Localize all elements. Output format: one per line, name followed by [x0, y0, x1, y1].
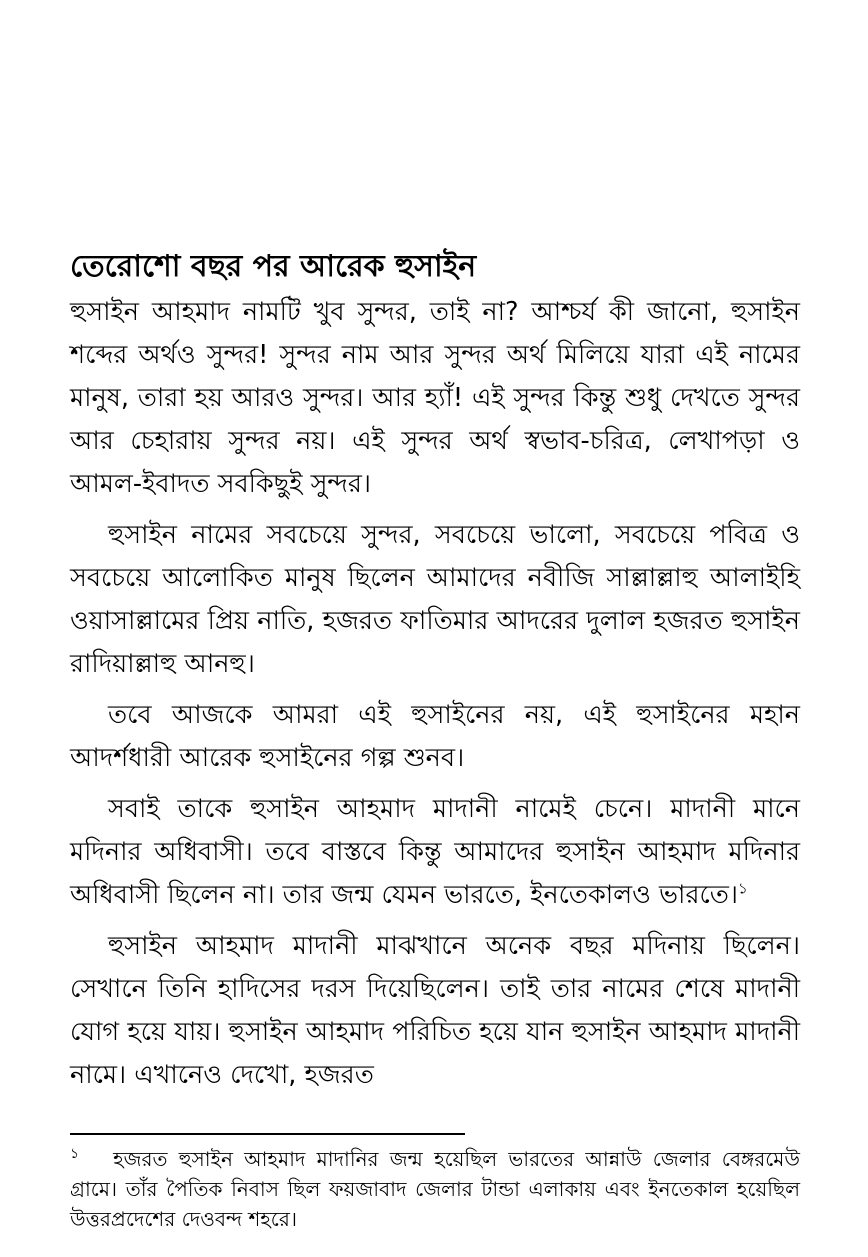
- paragraph-3: তবে আজকে আমরা এই হুসাইনের নয়, এই হুসাইনের মহান আদর্শধারী আরেক হুসাইনের গল্প শুনব।: [70, 700, 800, 773]
- page-body: [70, 245, 800, 1105]
- footnote-reference[interactable]: ১: [737, 879, 748, 898]
- paragraph-5: হুসাইন আহমাদ মাদানী মাঝখানে অনেক বছর মদিনায় ছিলেন। সেখানে তিনি হাদিসের দরস দিয়েছিলেন। তাই তার নামের শেষে মাদানী যোগ হয়ে যায়। হুসাইন আহমাদ পরিচিত হয়ে যান হুসাইন আহমাদ মাদানী নামে। এখানেও দেখো, হজরত: [70, 931, 800, 1090]
- footnote-divider: [70, 1133, 465, 1135]
- footnote-number: ১: [70, 1146, 80, 1163]
- footnote: [70, 1144, 800, 1234]
- paragraph-2: হুসাইন নামের সবচেয়ে সুন্দর, সবচেয়ে ভালো, সবচেয়ে পবিত্র ও সবচেয়ে আলোকিত মানুষ ছিলেন আমাদের নবীজি সাল্লাল্লাহু আলাইহি ওয়াসাল্লামের প্রিয় নাতি, হজরত ফাতিমার আদরের দুলাল হজরত হুসাইন রাদিয়াল্লাহু আনহু।: [70, 520, 800, 679]
- paragraph-4: [70, 788, 800, 917]
- paragraph-1: হুসাইন আহমাদ নামটি খুব সুন্দর, তাই না? আশ্চর্য কী জানো, হুসাইন শব্দের অর্থও সুন্দর! সুন্দর নাম আর সুন্দর অর্থ মিলিয়ে যারা এই নামের মানুষ, তারা হয় আরও সুন্দর। আর হ্যাঁ! এই সুন্দর কিন্তু শুধু দেখতে সুন্দর আর চেহারায় সুন্দর নয়। এই সুন্দর অর্থ স্বভাব-চরিত্র, লেখাপড়া ও আমল-ইবাদত সবকিছুই সুন্দর।: [70, 297, 800, 499]
- footnote-text: হজরত হুসাইন আহমাদ মাদানির জন্ম হয়েছিল ভারতের আন্নাউ জেলার বেঙ্গরমেউ গ্রামে। তাঁর পৈতিক নিবাস ছিল ফয়জাবাদ জেলার টান্ডা এলাকায় এবং ইনতেকাল হয়েছিল উত্তরপ্রদেশের দেওবন্দ শহরে।: [70, 1147, 800, 1231]
- chapter-title: তেরোশো বছর পর আরেক হুসাইন: [70, 249, 477, 284]
- paragraph-4-text: সবাই তাকে হুসাইন আহমাদ মাদানী নামেই চেনে। মাদানী মানে মদিনার অধিবাসী। তবে বাস্তবে কিন্তু আমাদের হুসাইন আহমাদ মদিনার অধিবাসী ছিলেন না। তার জন্ম যেমন ভারতে, ইনতেকালও ভারতে।: [70, 794, 800, 910]
